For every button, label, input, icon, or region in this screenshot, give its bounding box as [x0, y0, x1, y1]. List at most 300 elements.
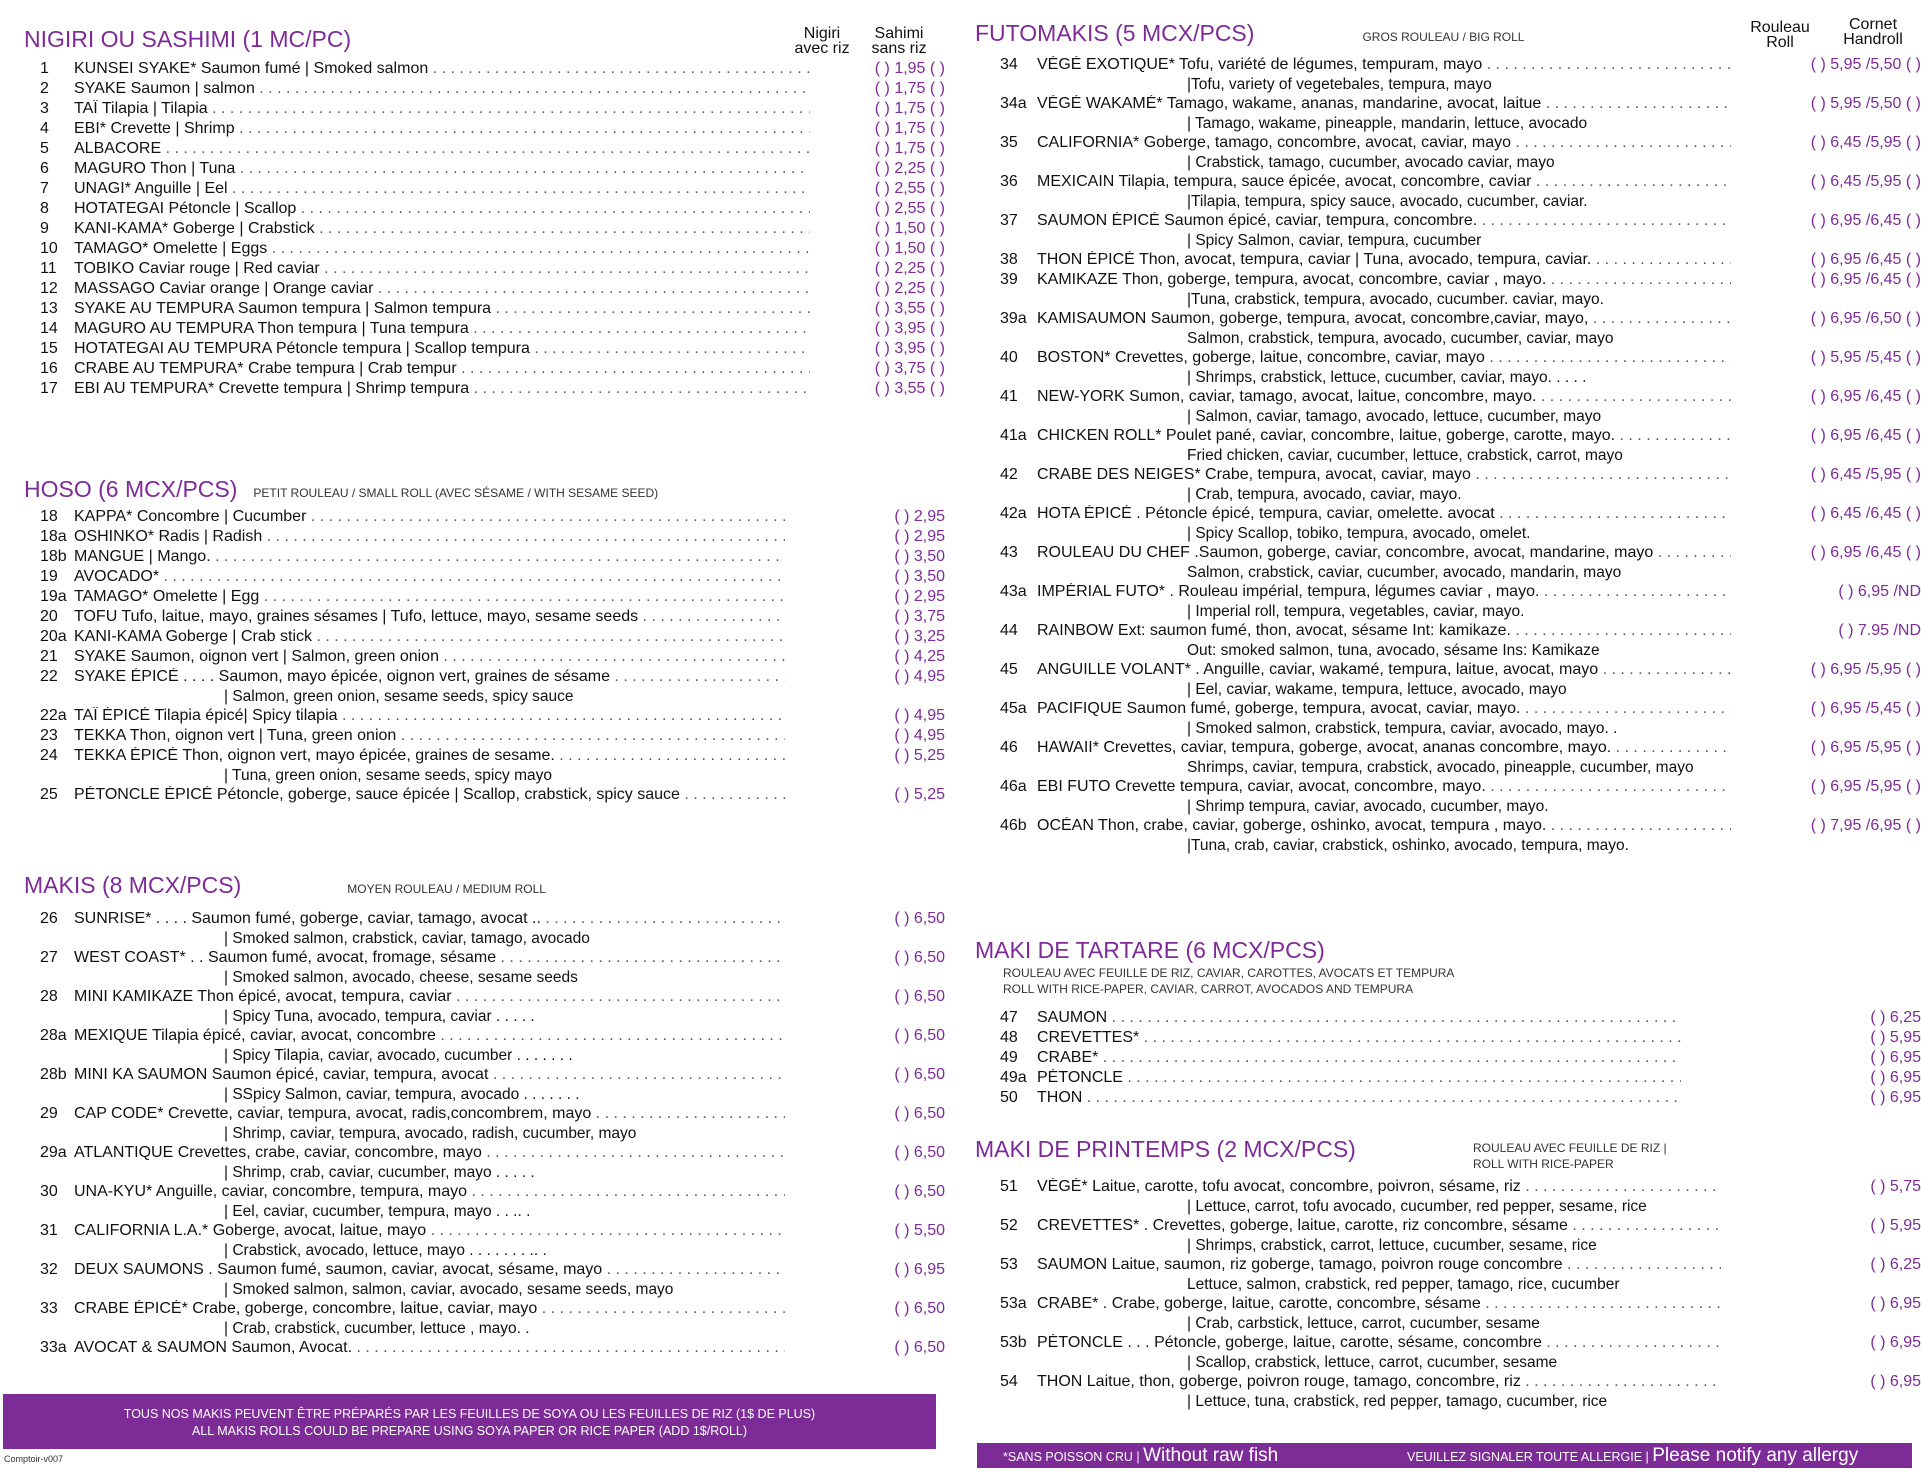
menu-item: [0, 1339, 945, 1359]
menu-item: [0, 608, 945, 628]
item-number: 39a: [1000, 310, 1027, 327]
allergy-note-en: Please notify any allergy: [1652, 1445, 1859, 1466]
printemps-items: [975, 1178, 1921, 1412]
left-banner-line-2: ALL MAKIS ROLLS COULD BE PREPARE USING SOYA PAPER OR RICE PAPER (ADD 1$/ROLL): [191, 1424, 748, 1438]
item-price: ( ) 6,45 /5,95 ( ): [1810, 466, 1921, 483]
menu-item-row: [0, 548, 945, 568]
menu-item-row: [975, 1069, 1921, 1089]
item-translation: | Shrimps, crabstick, lettuce, cucumber, caviar, mayo. . . . .: [1187, 369, 1587, 386]
item-price: ( ) 6,95: [894, 1261, 945, 1278]
item-description: TEKKA Thon, oignon vert | Tuna, green onion . . .: [74, 727, 785, 745]
item-price: ( ) 6,50: [894, 988, 945, 1005]
item-description: EBI FUTO Crevette tempura, caviar, avocat, concombre, mayo. . . .: [1037, 778, 1731, 796]
menu-item: [0, 588, 945, 608]
item-price: ( ) 6,50: [894, 1066, 945, 1083]
hoso-items: [0, 508, 945, 806]
item-number: 41a: [1000, 427, 1027, 444]
menu-item: [975, 388, 1921, 427]
menu-item-row: [0, 180, 945, 200]
menu-item: [0, 360, 945, 380]
menu-item-row: [0, 140, 945, 160]
item-translation-row: [0, 1047, 945, 1066]
item-price: ( ) 5,50: [894, 1222, 945, 1239]
item-price: ( ) 1,75 ( ): [874, 120, 945, 137]
menu-item-row: [975, 817, 1921, 837]
item-description: CRABE* . . .: [1037, 1049, 1681, 1067]
roll-col-header: [1740, 20, 1820, 50]
item-translation-row: [975, 1198, 1921, 1217]
menu-item: [0, 200, 945, 220]
item-price: ( ) 6,45 /5,95 ( ): [1810, 173, 1921, 190]
menu-item: [0, 120, 945, 140]
item-price: ( ) 1,75 ( ): [874, 100, 945, 117]
item-translation-row: [975, 291, 1921, 310]
item-translation: | Shrimp, caviar, tempura, avocado, radish, cucumber, mayo: [224, 1125, 637, 1142]
item-price: ( ) 6,95: [1870, 1049, 1921, 1066]
menu-item: [0, 140, 945, 160]
menu-item: [975, 739, 1921, 778]
item-translation-row: [0, 767, 945, 786]
menu-item-row: [0, 200, 945, 220]
item-description: ATLANTIQUE Crevettes, crabe, caviar, concombre, mayo . . .: [74, 1144, 785, 1162]
item-price: ( ) 1,50 ( ): [874, 220, 945, 237]
futomakis-header: [975, 20, 1524, 50]
tartare-title: MAKI DE TARTARE (6 MCX/PCS): [975, 937, 1325, 963]
item-price: ( ) 1,50 ( ): [874, 240, 945, 257]
item-translation-row: [975, 759, 1921, 778]
item-number: 24: [40, 747, 58, 764]
sashimi-col-label-1: Sahimi: [874, 25, 924, 42]
item-translation: |Tofu, variety of vegetebales, tempura, mayo: [1187, 76, 1492, 93]
makis-header: [24, 872, 546, 902]
item-price: ( ) 6,95 /6,45 ( ): [1810, 212, 1921, 229]
item-description: MAGURO AU TEMPURA Thon tempura | Tuna tempura . . .: [74, 320, 810, 338]
menu-item-row: [975, 427, 1921, 447]
menu-item-row: [0, 240, 945, 260]
item-description: UNA-KYU* Anguille, caviar, concombre, tempura, mayo . . .: [74, 1183, 785, 1201]
menu-item: [975, 1009, 1921, 1029]
item-number: 26: [40, 910, 58, 927]
futomakis-items: [975, 56, 1921, 856]
menu-item-row: [0, 1339, 945, 1359]
item-description: SUNRISE* . . . . Saumon fumé, goberge, caviar, tamago, avocat .. . . .: [74, 910, 785, 928]
menu-item-row: [975, 1049, 1921, 1069]
menu-item-row: [975, 1029, 1921, 1049]
menu-item-row: [0, 1027, 945, 1047]
item-translation: | Smoked salmon, salmon, caviar, avocado, sesame seeds, mayo: [224, 1281, 674, 1298]
handroll-col-label-2: Handroll: [1843, 31, 1903, 48]
item-translation: Shrimps, caviar, tempura, crabstick, avocado, pineapple, cucumber, mayo: [1187, 759, 1694, 776]
item-description: MEXIQUE Tilapia épicé, caviar, avocat, concombre . . .: [74, 1027, 785, 1045]
item-translation-row: [975, 76, 1921, 95]
menu-item-row: [975, 271, 1921, 291]
menu-item-row: [0, 280, 945, 300]
item-description: HOTATEGAI AU TEMPURA Pétoncle tempura | Scallop tempura . . .: [74, 340, 810, 358]
item-number: 8: [40, 200, 49, 217]
item-price: ( ) 6,50: [894, 910, 945, 927]
item-price: ( ) 4,95: [894, 668, 945, 685]
item-description: CREVETTES* . Crevettes, goberge, laitue, carotte, riz concombre, sésame . . .: [1037, 1217, 1721, 1235]
item-translation: Salmon, crabstick, caviar, cucumber, avocado, mandarin, mayo: [1187, 564, 1622, 581]
item-translation-row: [975, 642, 1921, 661]
menu-item-row: [975, 1089, 1921, 1109]
item-number: 28: [40, 988, 58, 1005]
menu-item-row: [975, 1373, 1921, 1393]
handroll-col-label-1: Cornet: [1848, 16, 1898, 33]
item-description: TEKKA ÉPICÉ Thon, oignon vert, mayo épicée, graines de sesame. . . .: [74, 747, 785, 765]
item-number: 30: [40, 1183, 58, 1200]
item-price: ( ) 2,95: [894, 588, 945, 605]
menu-item: [0, 300, 945, 320]
menu-item-row: [0, 528, 945, 548]
item-description: EBI AU TEMPURA* Crevette tempura | Shrimp tempura . . .: [74, 380, 810, 398]
item-description: KANI-KAMA* Goberge | Crabstick . . .: [74, 220, 810, 238]
item-price: ( ) 6,50: [894, 1300, 945, 1317]
item-description: SYAKE ÉPICÉ . . . . Saumon, mayo épicée, oignon vert, graines de sésame . . .: [74, 668, 785, 686]
item-number: 43: [1000, 544, 1018, 561]
item-description: KAMIKAZE Thon, goberge, tempura, avocat, concombre, caviar , mayo. . . .: [1037, 271, 1731, 289]
item-translation: | Lettuce, tuna, crabstick, red pepper, tamago, cucumber, rice: [1187, 1393, 1608, 1410]
menu-item: [975, 1029, 1921, 1049]
item-price: ( ) 2,95: [894, 528, 945, 545]
item-price: ( ) 2,25 ( ): [874, 280, 945, 297]
item-number: 39: [1000, 271, 1018, 288]
item-price: ( ) 3,55 ( ): [874, 380, 945, 397]
menu-item: [0, 1300, 945, 1339]
item-translation: | Shrimp tempura, caviar, avocado, cucumber, mayo.: [1187, 798, 1549, 815]
menu-item: [0, 160, 945, 180]
item-translation: |Tuna, crabstick, tempura, avocado, cucumber. caviar, mayo.: [1187, 291, 1604, 308]
menu-item-row: [0, 628, 945, 648]
item-number: 48: [1000, 1029, 1018, 1046]
item-translation-row: [0, 1281, 945, 1300]
item-price: ( ) 6,95: [1870, 1334, 1921, 1351]
item-description: IMPÉRIAL FUTO* . Rouleau impérial, tempura, légumes caviar , mayo. . . .: [1037, 583, 1731, 601]
item-description: PACIFIQUE Saumon fumé, goberge, tempura, avocat, caviar, mayo. . . .: [1037, 700, 1731, 718]
item-translation-row: [0, 1242, 945, 1261]
menu-item-row: [975, 583, 1921, 603]
item-price: ( ) 4,95: [894, 707, 945, 724]
item-description: VÉGÉ* Laitue, carotte, tofu avocat, concombre, poivron, sésame, riz . . .: [1037, 1178, 1721, 1196]
menu-item: [975, 1049, 1921, 1069]
menu-item: [0, 340, 945, 360]
item-description: PÉTONCLE . . . Pétoncle, goberge, laitue, carotte, sésame, concombre . . .: [1037, 1334, 1721, 1352]
menu-item-row: [975, 251, 1921, 271]
item-description: SAUMON . . .: [1037, 1009, 1681, 1027]
item-number: 31: [40, 1222, 58, 1239]
menu-item: [975, 505, 1921, 544]
item-translation-row: [975, 1354, 1921, 1373]
item-number: 44: [1000, 622, 1018, 639]
item-description: KAPPA* Concombre | Cucumber . . .: [74, 508, 785, 526]
item-price: ( ) 5,25: [894, 786, 945, 803]
item-description: NEW-YORK Sumon, caviar, tamago, avocat, laitue, concombre, mayo. . . .: [1037, 388, 1731, 406]
menu-item-row: [0, 360, 945, 380]
menu-item-row: [975, 95, 1921, 115]
menu-item-row: [975, 466, 1921, 486]
menu-item: [975, 622, 1921, 661]
item-translation: Out: smoked salmon, tuna, avocado, sésame Ins: Kamikaze: [1187, 642, 1600, 659]
nigiri-col-label-1: Nigiri: [803, 25, 841, 42]
makis-title: MAKIS (8 MCX/PCS): [24, 872, 242, 898]
menu-item-row: [0, 568, 945, 588]
menu-item-row: [975, 56, 1921, 76]
menu-item-row: [0, 100, 945, 120]
hoso-subtitle: PETIT ROULEAU / SMALL ROLL (AVEC SÉSAME / WITH SESAME SEED): [253, 486, 659, 500]
item-price: ( ) 6,95 /6,50 ( ): [1810, 310, 1921, 327]
menu-item: [975, 466, 1921, 505]
item-price: ( ) 6,95 /6,45 ( ): [1810, 271, 1921, 288]
item-description: TOBIKO Caviar rouge | Red caviar . . .: [74, 260, 810, 278]
roll-col-label-1: Rouleau: [1750, 19, 1810, 36]
menu-item: [975, 544, 1921, 583]
item-number: 41: [1000, 388, 1018, 405]
item-translation: | Crab, tempura, avocado, caviar, mayo.: [1187, 486, 1462, 503]
item-price: ( ) 6,50: [894, 1183, 945, 1200]
item-price: ( ) 6,95 /5,45 ( ): [1810, 700, 1921, 717]
item-description: CRABE ÉPICÉ* Crabe, goberge, concombre, laitue, caviar, mayo . . .: [74, 1300, 785, 1318]
menu-item: [0, 1105, 945, 1144]
menu-item-row: [975, 1178, 1921, 1198]
item-translation: | Spicy Tuna, avocado, tempura, caviar . . . . .: [224, 1008, 535, 1025]
item-description: DEUX SAUMONS . Saumon fumé, saumon, caviar, avocat, sésame, mayo . . .: [74, 1261, 785, 1279]
item-description: ANGUILLE VOLANT* . Anguille, caviar, wakamé, tempura, laitue, avocat, mayo . . .: [1037, 661, 1731, 679]
raw-fish-note-fr: *SANS POISSON CRU |: [1003, 1450, 1140, 1464]
item-number: 42a: [1000, 505, 1027, 522]
item-number: 53a: [1000, 1295, 1027, 1312]
item-translation-row: [975, 1315, 1921, 1334]
menu-item-row: [0, 747, 945, 767]
item-description: HOTA ÉPICÉ . Pétoncle épicé, tempura, caviar, omelette. avocat . . .: [1037, 505, 1731, 523]
item-description: CHICKEN ROLL* Poulet pané, caviar, concombre, laitue, goberge, carotte, mayo. . . .: [1037, 427, 1731, 445]
item-translation-row: [975, 603, 1921, 622]
menu-item: [975, 1089, 1921, 1109]
menu-item-row: [975, 212, 1921, 232]
menu-item: [0, 628, 945, 648]
menu-item-row: [975, 1295, 1921, 1315]
item-price: ( ) 1,75 ( ): [874, 140, 945, 157]
item-number: 32: [40, 1261, 58, 1278]
item-description: THON . . .: [1037, 1089, 1681, 1107]
item-translation: | Smoked salmon, crabstick, tempura, caviar, avocado, mayo. .: [1187, 720, 1618, 737]
item-description: SYAKE Saumon, oignon vert | Salmon, green onion . . .: [74, 648, 785, 666]
item-number: 5: [40, 140, 49, 157]
item-translation-row: [975, 525, 1921, 544]
item-number: 22a: [40, 707, 67, 724]
item-number: 12: [40, 280, 58, 297]
menu-item-row: [0, 340, 945, 360]
item-description: BOSTON* Crevettes, goberge, laitue, concombre, caviar, mayo . . .: [1037, 349, 1731, 367]
item-price: ( ) 5,95: [1870, 1217, 1921, 1234]
item-translation-row: [975, 193, 1921, 212]
item-translation-row: [975, 154, 1921, 173]
item-translation: | Spicy Tilapia, caviar, avocado, cucumber . . . . . . .: [224, 1047, 573, 1064]
menu-item-row: [0, 1066, 945, 1086]
menu-item-row: [975, 134, 1921, 154]
menu-item-row: [0, 668, 945, 688]
item-number: 49: [1000, 1049, 1018, 1066]
menu-item-row: [0, 588, 945, 608]
menu-item-row: [975, 1009, 1921, 1029]
nigiri-col-label-2: avec riz: [794, 40, 850, 57]
item-number: 14: [40, 320, 58, 337]
menu-item: [975, 134, 1921, 173]
menu-item: [0, 747, 945, 786]
item-description: THON ÉPICÉ Thon, avocat, tempura, caviar | Tuna, avocado, tempura, caviar. . . .: [1037, 251, 1731, 269]
item-number: 20a: [40, 628, 67, 645]
item-price: ( ) 6,95: [1870, 1373, 1921, 1390]
item-price: ( ) 6,50: [894, 1144, 945, 1161]
nigiri-title: NIGIRI OU SASHIMI (1 MC/PC): [24, 26, 352, 52]
item-description: MEXICAIN Tilapia, tempura, sauce épicée, avocat, concombre, caviar . . .: [1037, 173, 1731, 191]
menu-item: [0, 80, 945, 100]
item-translation: | Crab, carbstick, lettuce, carrot, cucumber, sesame: [1187, 1315, 1540, 1332]
menu-item-row: [975, 349, 1921, 369]
menu-item: [975, 56, 1921, 95]
item-price: ( ) 6,50: [894, 949, 945, 966]
item-number: 9: [40, 220, 49, 237]
menu-item: [0, 949, 945, 988]
menu-item-row: [0, 380, 945, 400]
item-number: 28b: [40, 1066, 67, 1083]
menu-item: [0, 220, 945, 240]
item-price: ( ) 3,75 ( ): [874, 360, 945, 377]
makis-subtitle: MOYEN ROULEAU / MEDIUM ROLL: [347, 882, 546, 896]
item-translation: | Shrimps, crabstick, carrot, lettuce, cucumber, sesame, rice: [1187, 1237, 1597, 1254]
menu-item: [0, 910, 945, 949]
item-description: AVOCADO* . . .: [74, 568, 785, 586]
item-description: TAMAGO* Omelette | Egg . . .: [74, 588, 785, 606]
item-price: ( ) 6,95 /5,95 ( ): [1810, 778, 1921, 795]
item-number: 36: [1000, 173, 1018, 190]
menu-item: [0, 1144, 945, 1183]
item-number: 18a: [40, 528, 67, 545]
menu-item-row: [0, 949, 945, 969]
item-translation: Lettuce, salmon, crabstick, red pepper, tamago, rice, cucumber: [1187, 1276, 1620, 1293]
item-price: ( ) 3,75: [894, 608, 945, 625]
allergy-note-fr: VEUILLEZ SIGNALER TOUTE ALLERGIE |: [1407, 1450, 1649, 1464]
item-description: HOTATEGAI Pétoncle | Scallop . . .: [74, 200, 810, 218]
item-number: 28a: [40, 1027, 67, 1044]
item-number: 17: [40, 380, 58, 397]
menu-item: [975, 778, 1921, 817]
item-translation-row: [975, 115, 1921, 134]
item-price: ( ) 1,75 ( ): [874, 80, 945, 97]
item-description: TAÏ ÉPICÉ Tilapia épicé| Spicy tilapia . . .: [74, 707, 785, 725]
futomakis-subtitle: GROS ROULEAU / BIG ROLL: [1362, 30, 1525, 44]
futomakis-title: FUTOMAKIS (5 MCX/PCS): [975, 20, 1255, 46]
menu-item: [975, 1217, 1921, 1256]
item-translation: | Tuna, green onion, sesame seeds, spicy mayo: [224, 767, 552, 784]
menu-item-row: [0, 60, 945, 80]
menu-item: [0, 1183, 945, 1222]
item-translation-row: [0, 1164, 945, 1183]
menu-item-row: [975, 622, 1921, 642]
item-translation: | Crabstick, tamago, cucumber, avocado caviar, mayo: [1187, 154, 1555, 171]
item-number: 52: [1000, 1217, 1018, 1234]
item-price: ( ) 2,25 ( ): [874, 260, 945, 277]
item-translation-row: [0, 688, 945, 707]
menu-item-row: [0, 320, 945, 340]
tartare-subtitle: [1003, 965, 1454, 997]
item-translation-row: [975, 1393, 1921, 1412]
item-price: ( ) 2,95: [894, 508, 945, 525]
item-number: 19: [40, 568, 58, 585]
item-translation-row: [0, 1086, 945, 1105]
item-translation: | Crab, crabstick, cucumber, lettuce , mayo. .: [224, 1320, 530, 1337]
item-number: 33a: [40, 1339, 67, 1356]
item-description: MANGUE | Mango. . . .: [74, 548, 785, 566]
item-price: ( ) 6,45 /5,95 ( ): [1810, 134, 1921, 151]
item-number: 34: [1000, 56, 1018, 73]
menu-item: [975, 817, 1921, 856]
item-number: 40: [1000, 349, 1018, 366]
item-description: SYAKE AU TEMPURA Saumon tempura | Salmon tempura . . .: [74, 300, 810, 318]
item-price: ( ) 6,95 /6,45 ( ): [1810, 427, 1921, 444]
printemps-title: MAKI DE PRINTEMPS (2 MCX/PCS): [975, 1136, 1356, 1162]
item-description: ALBACORE . . .: [74, 140, 810, 158]
menu-item-row: [0, 988, 945, 1008]
item-number: 1: [40, 60, 49, 77]
item-number: 47: [1000, 1009, 1018, 1026]
item-price: ( ) 3,95 ( ): [874, 320, 945, 337]
menu-item: [975, 661, 1921, 700]
menu-item: [975, 349, 1921, 388]
menu-item-row: [0, 120, 945, 140]
item-translation: | Eel, caviar, cucumber, tempura, mayo . . .. .: [224, 1203, 531, 1220]
menu-item: [975, 583, 1921, 622]
menu-item-row: [975, 739, 1921, 759]
menu-item: [0, 380, 945, 400]
item-description: WEST COAST* . . Saumon fumé, avocat, fromage, sésame . . .: [74, 949, 785, 967]
right-info-banner: [977, 1443, 1912, 1468]
item-number: 46a: [1000, 778, 1027, 795]
menu-item-row: [0, 786, 945, 806]
menu-item-row: [975, 1334, 1921, 1354]
item-translation-row: [975, 447, 1921, 466]
item-translation: | Scallop, crabstick, lettuce, carrot, cucumber, sesame: [1187, 1354, 1558, 1371]
item-description: CRABE DES NEIGES* Crabe, tempura, avocat, caviar, mayo . . .: [1037, 466, 1731, 484]
item-price: ( ) 6,95 /5,95 ( ): [1810, 739, 1921, 756]
menu-item: [975, 1373, 1921, 1412]
item-translation-row: [0, 930, 945, 949]
menu-item-row: [975, 661, 1921, 681]
item-price: ( ) 2,55 ( ): [874, 200, 945, 217]
item-translation: | Tamago, wakame, pineapple, mandarin, lettuce, avocado: [1187, 115, 1588, 132]
item-number: 23: [40, 727, 58, 744]
item-price: ( ) 5,95 /5,50 ( ): [1810, 95, 1921, 112]
nigiri-header: [24, 26, 351, 56]
item-translation-row: [975, 720, 1921, 739]
item-translation: Fried chicken, caviar, cucumber, lettuce, crabstick, carrot, mayo: [1187, 447, 1623, 464]
menu-item-row: [975, 544, 1921, 564]
item-price: ( ) 3,25: [894, 628, 945, 645]
item-description: CAP CODE* Crevette, caviar, tempura, avocat, radis,concombrem, mayo . . .: [74, 1105, 785, 1123]
item-translation: | Spicy Salmon, caviar, tempura, cucumber: [1187, 232, 1482, 249]
item-description: CRABE* . Crabe, goberge, laitue, carotte, concombre, sésame . . .: [1037, 1295, 1721, 1313]
item-number: 53: [1000, 1256, 1018, 1273]
menu-item: [0, 508, 945, 528]
item-price: ( ) 6,50: [894, 1339, 945, 1356]
hoso-header: [24, 476, 658, 506]
item-price: ( ) 5,75: [1870, 1178, 1921, 1195]
item-translation-row: [975, 564, 1921, 583]
menu-item-row: [0, 80, 945, 100]
item-price: ( ) 3,95 ( ): [874, 340, 945, 357]
item-price: ( ) 6,25: [1870, 1009, 1921, 1026]
menu-item: [0, 648, 945, 668]
item-number: 34a: [1000, 95, 1027, 112]
